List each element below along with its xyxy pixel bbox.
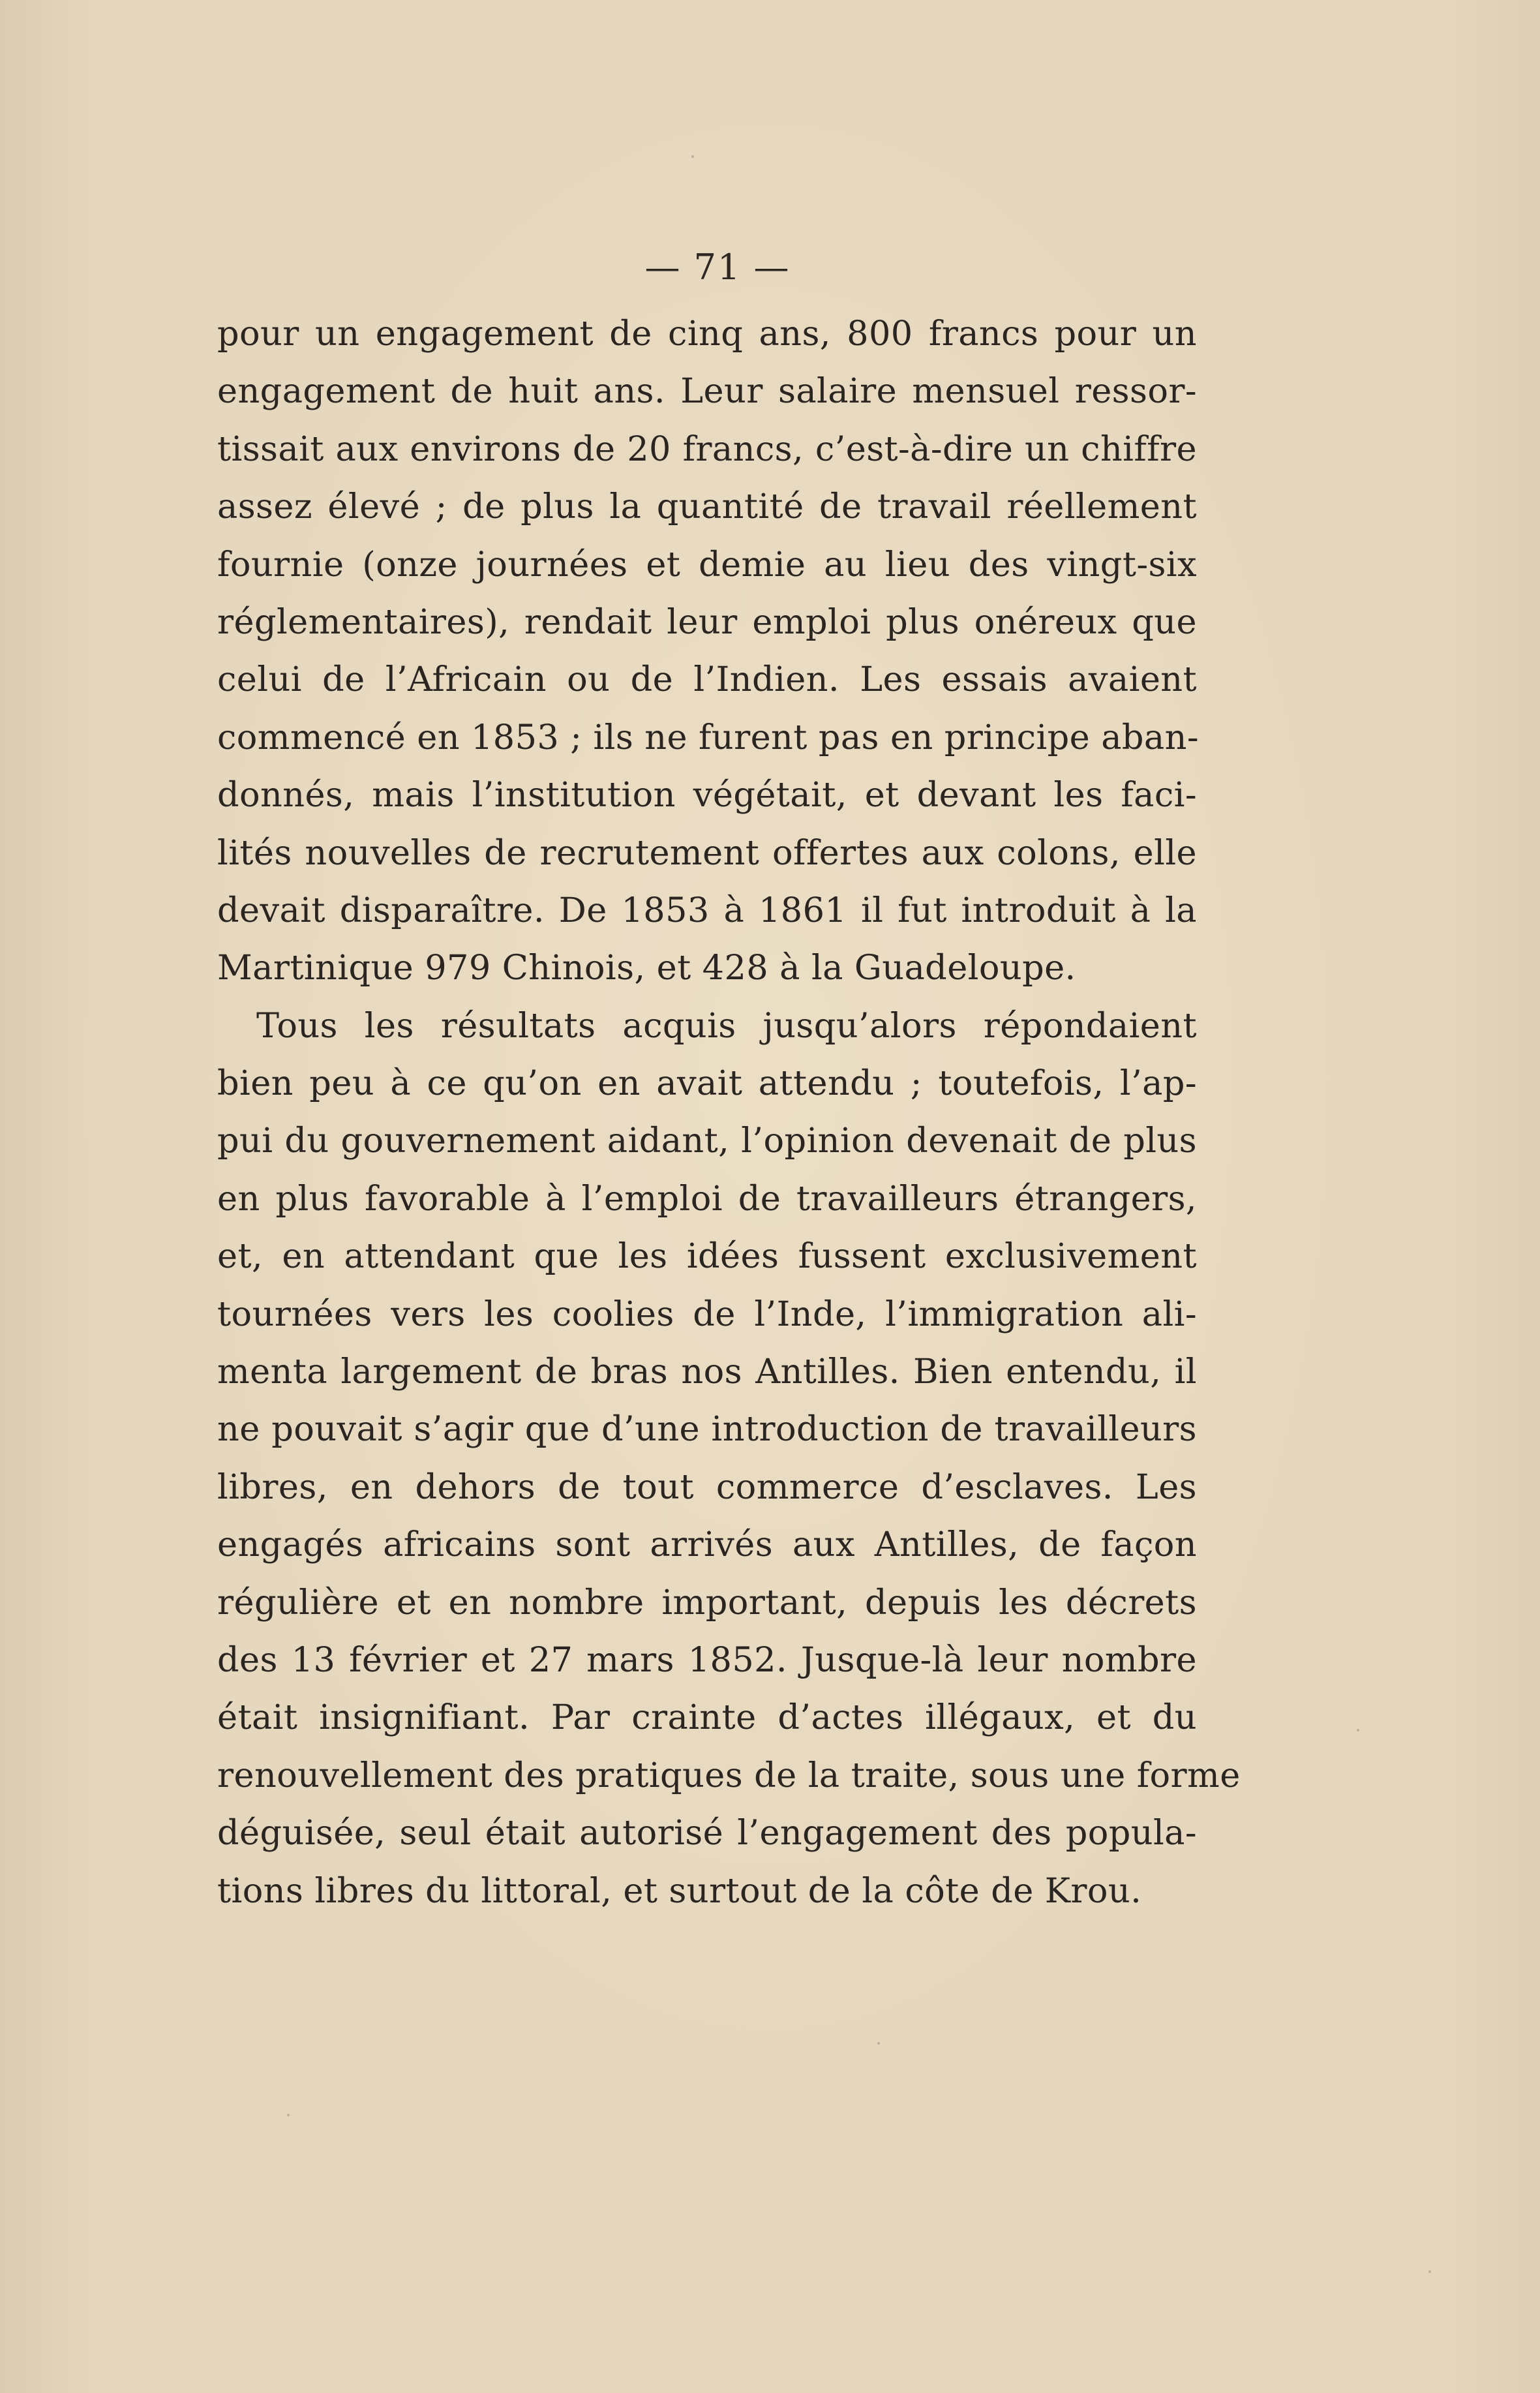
paper-speck (1357, 1729, 1359, 1731)
text-line: lités nouvelles de recrutement offertes aux colons, elle (217, 832, 1197, 873)
text-line: donnés, mais l’institution végétait, et devant les faci- (217, 775, 1197, 815)
text-line: menta largement de bras nos Antilles. Bien entendu, il (217, 1352, 1197, 1392)
text-line: réglementaires), rendait leur emploi plus onéreux que (217, 602, 1197, 642)
paper-speck (877, 2042, 880, 2045)
text-line: fournie (onze journées et demie au lieu des vingt-six (217, 544, 1197, 585)
text-line: tions libres du littoral, et surtout de la côte de Krou. (217, 1870, 1142, 1911)
text-line: celui de l’Africain ou de l’Indien. Les essais avaient (217, 660, 1197, 700)
paper-speck (691, 155, 694, 158)
text-line: pui du gouvernement aidant, l’opinion devenait de plus (217, 1121, 1197, 1161)
text-line: bien peu à ce qu’on en avait attendu ; toutefois, l’ap- (217, 1063, 1197, 1104)
text-line: commencé en 1853 ; ils ne furent pas en principe aban- (217, 717, 1199, 757)
text-line: Tous les résultats acquis jusqu’alors répondaient (256, 1005, 1197, 1046)
text-line: pour un engagement de cinq ans, 800 francs pour un (217, 314, 1197, 354)
text-line: Martinique 979 Chinois, et 428 à la Guadeloupe. (217, 948, 1076, 988)
text-line: était insignifiant. Par crainte d’actes illégaux, et du (217, 1698, 1197, 1738)
text-line: des 13 février et 27 mars 1852. Jusque-là leur nombre (217, 1639, 1197, 1680)
page-number: — 71 — (644, 247, 791, 288)
text-line: ne pouvait s’agir que d’une introduction de travailleurs (217, 1409, 1197, 1450)
text-line: tissait aux environs de 20 francs, c’est-à-dire un chiffre (217, 429, 1197, 469)
text-line: devait disparaître. De 1853 à 1861 il fut introduit à la (217, 890, 1197, 930)
text-line: tournées vers les coolies de l’Inde, l’immigration ali- (217, 1294, 1197, 1334)
text-line: et, en attendant que les idées fussent exclusivement (217, 1236, 1197, 1277)
text-line: en plus favorable à l’emploi de travailleurs étrangers, (217, 1178, 1197, 1219)
text-line: renouvellement des pratiques de la traite, sous une forme (217, 1755, 1241, 1795)
body-text (217, 305, 1241, 1920)
text-line: régulière et en nombre important, depuis les décrets (217, 1582, 1197, 1623)
paper-speck (287, 2114, 290, 2116)
text-line: déguisée, seul était autorisé l’engagement des popula- (217, 1813, 1197, 1853)
text-line: engagement de huit ans. Leur salaire mensuel ressor- (217, 371, 1197, 412)
text-line: assez élevé ; de plus la quantité de travail réellement (217, 487, 1197, 527)
text-line: engagés africains sont arrivés aux Antilles, de façon (217, 1525, 1197, 1565)
text-line: libres, en dehors de tout commerce d’esclaves. Les (217, 1467, 1197, 1507)
paper-speck (1428, 2270, 1431, 2273)
